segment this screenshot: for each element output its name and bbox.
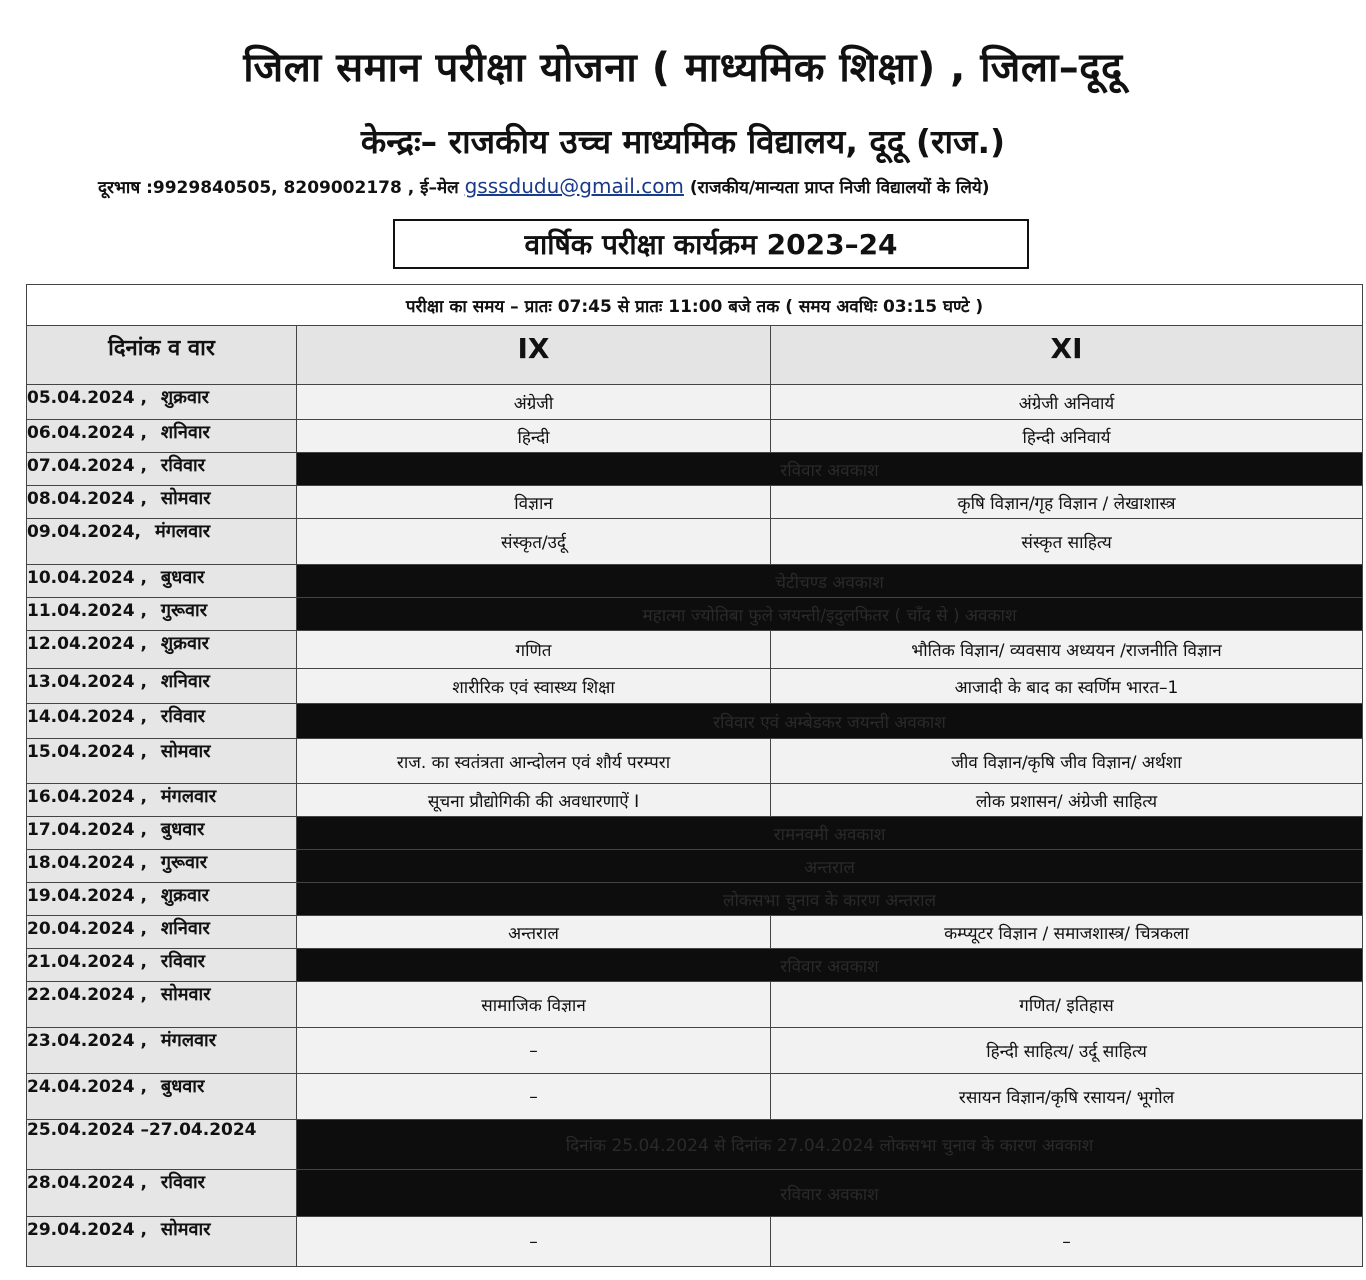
class-ix-subject: अन्तराल (297, 916, 771, 949)
date-text: 15.04.2024 , (27, 742, 147, 762)
date-text: 09.04.2024, (27, 522, 142, 542)
holiday-cell: रविवार एवं अम्बेडकर जयन्ती अवकाश (297, 704, 1363, 739)
class-ix-subject: – (297, 1028, 771, 1074)
class-ix-header: IX (297, 326, 771, 385)
class-ix-subject: विज्ञान (297, 486, 771, 519)
weekday-text: शुक्रवार (160, 633, 210, 654)
date-text: 05.04.2024 , (27, 388, 147, 408)
date-cell (27, 565, 297, 598)
weekday-text: शनिवार (160, 918, 210, 939)
holiday-cell: रविवार अवकाश (297, 949, 1363, 982)
class-xi-subject: अंग्रेजी अनिवार्य (771, 385, 1363, 420)
table-row (27, 1074, 1363, 1120)
table-row (27, 1028, 1363, 1074)
date-text: 08.04.2024 , (27, 489, 147, 509)
date-text: 29.04.2024 , (27, 1220, 147, 1240)
class-ix-subject: सामाजिक विज्ञान (297, 982, 771, 1028)
exam-time: परीक्षा का समय – प्रातः 07:45 से प्रातः 11:00 बजे तक ( समय अवधिः 03:15 घण्टे ) (27, 285, 1363, 326)
header-row (27, 326, 1363, 385)
exam-center: केन्द्रः– राजकीय उच्च माध्यमिक विद्यालय, दूदू (राज.) (360, 122, 1006, 161)
class-ix-subject: – (297, 1217, 771, 1267)
weekday-text: मंगलवार (155, 521, 211, 542)
weekday-text: शनिवार (160, 671, 210, 692)
table-row (27, 1120, 1363, 1170)
table-row (27, 519, 1363, 565)
date-text: 12.04.2024 , (27, 634, 147, 654)
weekday-text: रविवार (160, 455, 205, 476)
table-row (27, 385, 1363, 420)
weekday-text: शुक्रवार (160, 387, 210, 408)
class-xi-subject: हिन्दी अनिवार्य (771, 420, 1363, 453)
date-cell (27, 1028, 297, 1074)
class-xi-subject: लोक प्रशासन/ अंग्रेजी साहित्य (771, 784, 1363, 817)
table-row (27, 850, 1363, 883)
exam-schedule-table (26, 284, 1363, 1267)
class-xi-subject: गणित/ इतिहास (771, 982, 1363, 1028)
class-xi-subject: जीव विज्ञान/कृषि जीव विज्ञान/ अर्थशा (771, 739, 1363, 784)
holiday-cell: दिनांक 25.04.2024 से दिनांक 27.04.2024 लोकसभा चुनाव के कारण अवकाश (297, 1120, 1363, 1170)
class-ix-subject: गणित (297, 631, 771, 669)
table-row (27, 817, 1363, 850)
holiday-cell: रविवार अवकाश (297, 453, 1363, 486)
class-xi-subject: – (771, 1217, 1363, 1267)
date-text: 19.04.2024 , (27, 886, 147, 906)
table-row (27, 598, 1363, 631)
date-cell (27, 1217, 297, 1267)
date-cell (27, 385, 297, 420)
weekday-text: मंगलवार (160, 1030, 217, 1051)
date-text: 16.04.2024 , (27, 787, 147, 807)
phone-text: दूरभाष :9929840505, 8209002178 , ई–मेल (98, 178, 459, 198)
date-text: 25.04.2024 –27.04.2024 (27, 1120, 257, 1140)
table-row (27, 453, 1363, 486)
table-row (27, 916, 1363, 949)
program-title: वार्षिक परीक्षा कार्यक्रम 2023–24 (393, 219, 1029, 269)
table-row (27, 486, 1363, 519)
table-row (27, 704, 1363, 739)
date-cell (27, 453, 297, 486)
date-text: 21.04.2024 , (27, 952, 147, 972)
date-cell (27, 669, 297, 704)
school-note: (राजकीय/मान्यता प्राप्त निजी विद्यालयों के लिये) (689, 178, 990, 198)
date-cell (27, 704, 297, 739)
weekday-text: गुरूवार (160, 600, 208, 621)
weekday-text: गुरूवार (160, 852, 208, 873)
weekday-text: शुक्रवार (160, 885, 210, 906)
weekday-text: सोमवार (160, 488, 211, 509)
email-link[interactable]: gsssdudu@gmail.com (464, 174, 684, 198)
class-xi-subject: रसायन विज्ञान/कृषि रसायन/ भूगोल (771, 1074, 1363, 1120)
date-text: 18.04.2024 , (27, 853, 147, 873)
date-cell (27, 883, 297, 916)
date-text: 28.04.2024 , (27, 1173, 147, 1193)
weekday-text: रविवार (160, 1172, 205, 1193)
date-text: 11.04.2024 , (27, 601, 147, 621)
date-cell (27, 1120, 297, 1170)
holiday-cell: चेटीचण्ड अवकाश (297, 565, 1363, 598)
exam-time-row (27, 285, 1363, 326)
date-cell (27, 739, 297, 784)
weekday-text: बुधवार (160, 567, 205, 588)
class-ix-subject: संस्कृत/उर्दू (297, 519, 771, 565)
holiday-cell: रामनवमी अवकाश (297, 817, 1363, 850)
table-row (27, 982, 1363, 1028)
date-cell (27, 631, 297, 669)
class-ix-subject: अंग्रेजी (297, 385, 771, 420)
date-text: 13.04.2024 , (27, 672, 147, 692)
holiday-cell: महात्मा ज्योतिबा फुले जयन्ती/इदुलफितर ( चाँद से ) अवकाश (297, 598, 1363, 631)
table-row (27, 669, 1363, 704)
class-xi-subject: हिन्दी साहित्य/ उर्दू साहित्य (771, 1028, 1363, 1074)
class-ix-subject: राज. का स्वतंत्रता आन्दोलन एवं शौर्य परम्परा (297, 739, 771, 784)
class-ix-subject: सूचना प्रौद्योगिकी की अवधारणाऐं I (297, 784, 771, 817)
table-row (27, 1170, 1363, 1217)
date-text: 06.04.2024 , (27, 423, 147, 443)
weekday-text: मंगलवार (160, 786, 217, 807)
holiday-cell: लोकसभा चुनाव के कारण अन्तराल (297, 883, 1363, 916)
date-cell (27, 949, 297, 982)
weekday-text: शनिवार (160, 422, 210, 443)
table-row (27, 949, 1363, 982)
holiday-cell: अन्तराल (297, 850, 1363, 883)
date-cell (27, 519, 297, 565)
weekday-text: रविवार (160, 951, 205, 972)
date-text: 07.04.2024 , (27, 456, 147, 476)
class-ix-subject: हिन्दी (297, 420, 771, 453)
weekday-text: सोमवार (160, 741, 211, 762)
weekday-text: बुधवार (160, 1076, 205, 1097)
class-xi-subject: संस्कृत साहित्य (771, 519, 1363, 565)
class-xi-header: XI (771, 326, 1363, 385)
date-text: 22.04.2024 , (27, 985, 147, 1005)
date-cell (27, 850, 297, 883)
class-xi-subject: कृषि विज्ञान/गृह विज्ञान / लेखाशास्त्र (771, 486, 1363, 519)
date-text: 14.04.2024 , (27, 707, 147, 727)
table-row (27, 739, 1363, 784)
class-xi-subject: कम्प्यूटर विज्ञान / समाजशास्त्र/ चित्रकला (771, 916, 1363, 949)
weekday-text: रविवार (160, 706, 205, 727)
contact-line (98, 174, 1298, 198)
page-title: जिला समान परीक्षा योजना ( माध्यमिक शिक्षा) , जिला–दूदू (243, 45, 1123, 91)
date-cell (27, 982, 297, 1028)
table-row (27, 1217, 1363, 1267)
class-xi-subject: भौतिक विज्ञान/ व्यवसाय अध्ययन /राजनीति विज्ञान (771, 631, 1363, 669)
date-column-header: दिनांक व वार (27, 326, 297, 385)
date-cell (27, 817, 297, 850)
weekday-text: सोमवार (160, 984, 211, 1005)
date-text: 24.04.2024 , (27, 1077, 147, 1097)
table-row (27, 420, 1363, 453)
holiday-cell: रविवार अवकाश (297, 1170, 1363, 1217)
table-row (27, 565, 1363, 598)
table-row (27, 883, 1363, 916)
date-cell (27, 1170, 297, 1217)
class-ix-subject: शारीरिक एवं स्वास्थ्य शिक्षा (297, 669, 771, 704)
table-row (27, 631, 1363, 669)
date-text: 20.04.2024 , (27, 919, 147, 939)
date-text: 10.04.2024 , (27, 568, 147, 588)
table-row (27, 784, 1363, 817)
date-cell (27, 486, 297, 519)
date-cell (27, 1074, 297, 1120)
class-xi-subject: आजादी के बाद का स्वर्णिम भारत–1 (771, 669, 1363, 704)
weekday-text: सोमवार (160, 1219, 211, 1240)
date-cell (27, 598, 297, 631)
date-text: 17.04.2024 , (27, 820, 147, 840)
weekday-text: बुधवार (160, 819, 205, 840)
date-cell (27, 784, 297, 817)
date-cell (27, 420, 297, 453)
date-cell (27, 916, 297, 949)
class-ix-subject: – (297, 1074, 771, 1120)
date-text: 23.04.2024 , (27, 1031, 147, 1051)
